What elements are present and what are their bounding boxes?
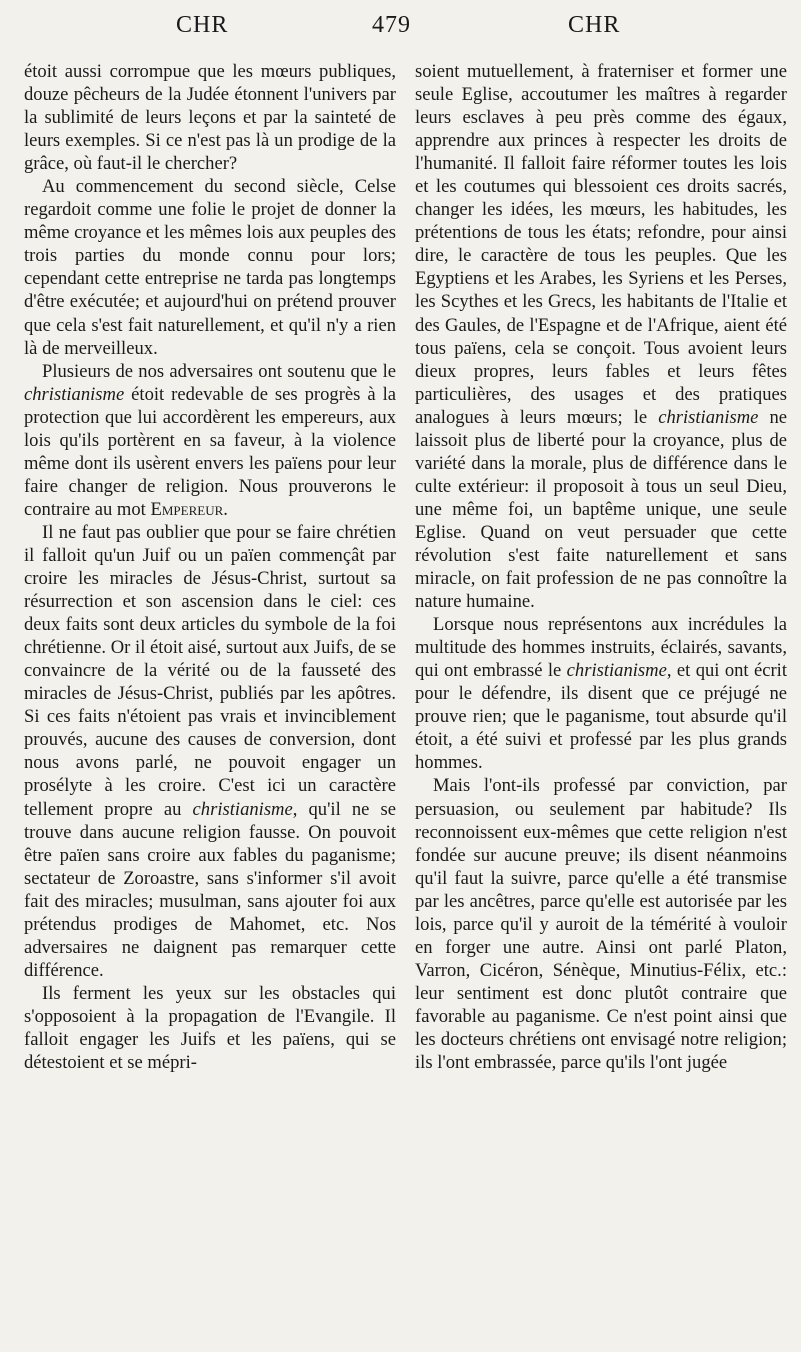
right-column [415,60,787,1074]
emphasis: christianisme [24,383,125,405]
emphasis: christianisme [192,798,293,820]
paragraph: Au commencement du second siècle, Celse regardoit comme une folie le projet de donner la même croyance et les mêmes lois aux peuples des trois parties du monde connu pour lors; cependant cette entreprise ne tarda pas longtemps d'être exécutée; et aujourd'hui on prétend prouver que cela s'est fait naturellement, et qu'il n'y a rien là de merveilleux. [24,176,396,359]
emphasis: christianisme [566,660,667,682]
running-header [0,12,801,48]
paragraph: Mais l'ont-ils professé par conviction, par persuasion, ou seulement par habitude? Ils reconnoissent eux-mêmes que cette religion n'est fondée sur aucune preuve; ils disent néanmoins qu'il faut la suivre, parce qu'elle a été transmise par les ancêtres, parce qu'elle est autorisée par les lois, parce qu'il y auroit de la témérité à vouloir en forger une autre. Ainsi ont parlé Platon, Varron, Cicéron, Sénèque, Minutius-Félix, etc.: leur sentiment est donc plutôt contraire que favorable au paganisme. Ce n'est point ainsi que les docteurs chrétiens ont envisagé notre religion; ils l'ont embrassée, parce qu'ils l'ont jugée [415,775,787,1074]
paragraph: étoit aussi corrompue que les mœurs publiques, douze pêcheurs de la Judée étonnent l'univers par la sublimité de leurs leçons et par la sainteté de leurs exemples. Si ce n'est pas là un prodige de la grâce, où faut-il le chercher? [24,61,396,175]
paragraph: Lorsque nous représentons aux incrédules la multitude des hommes instruits, éclairés, savants, qui ont embrassé le christianisme, et qui ont écrit pour le défendre, ils disent que ce préjugé ne prouve rien; que le paganisme, tout absurde qu'il étoit, a été suivi et professé par les plus grands hommes. [415,614,787,774]
paragraph: soient mutuellement, à fraterniser et former une seule Eglise, accoutumer les maîtres à regarder leurs esclaves à peu près comme des égaux, apprendre aux princes à respecter les droits de l'humanité. Il falloit faire réformer toutes les lois et les coutumes qui blessoient ces droits sacrés, changer les idées, les mœurs, les habitudes, les prétentions de tous les états; refondre, pour ainsi dire, le caractère de tous les peuples. Que les Egyptiens et les Arabes, les Syriens et les Perses, les Scythes et les Grecs, les habitants de l'Italie et des Gaules, de l'Espagne et de l'Afrique, aient été tous païens, cela se conçoit. Tous avoient leurs dieux propres, leurs fables et leurs fêtes particulières, des usages et des pratiques analogues à leurs mœurs; le christianisme ne laissoit plus de liberté pour la croyance, plus de variété dans la morale, plus de différence dans le culte extérieur: il proposoit à tous un seul Dieu, une même foi, un baptême unique, une seule Eglise. Quand on veut persuader que cette révolution s'est faite naturellement et sans miracle, on fait profession de ne pas connoître la nature humaine. [415,61,788,613]
paragraph: Plusieurs de nos adversaires ont soutenu que le christianisme étoit redevable de ses progrès à la protection que lui accordèrent les empereurs, aux lois qu'ils portèrent en sa faveur, à la violence même dont ils usèrent envers les païens pour leur faire changer de religion. Nous prouverons le contraire au mot Empereur. [24,360,396,520]
paragraph: Il ne faut pas oublier que pour se faire chrétien il falloit qu'un Juif ou un païen commençât par croire les miracles de Jésus-Christ, surtout sa résurrection et son ascension dans le ciel: ces deux faits sont deux articles du symbole de la foi chrétienne. Or il étoit aisé, surtout aux Juifs, de se convaincre de la vérité ou de la fausseté des miracles de Jésus-Christ, publiés par les apôtres. Si ces faits n'étoient pas vrais et invinciblement prouvés, aucune des causes de conversion, dont nous avons parlé, ne pouvoit engager un prosélyte à les croire. C'est ici un caractère tellement propre au christianisme, qu'il ne se trouve dans aucune religion fausse. On pouvoit être païen sans croire aux fables du paganisme; sectateur de Zoroastre, sans s'informer s'il avoit fait des miracles; musulman, sans ajouter foi aux prétendus prodiges de Mahomet, etc. Nos adversaires ne daignent pas remarquer cette différence. [24,521,396,981]
emphasis: christianisme [658,406,759,428]
header-right-entry: CHR [568,12,621,38]
cross-reference: Empereur [150,498,224,520]
page-number: 479 [372,12,411,38]
header-left-entry: CHR [176,12,229,38]
left-column [24,60,396,1074]
paragraph: Ils ferment les yeux sur les obstacles qui s'opposoient à la propagation de l'Evangile. Il falloit engager les Juifs et les païens, qui se détestoient et se mépri- [24,982,396,1074]
